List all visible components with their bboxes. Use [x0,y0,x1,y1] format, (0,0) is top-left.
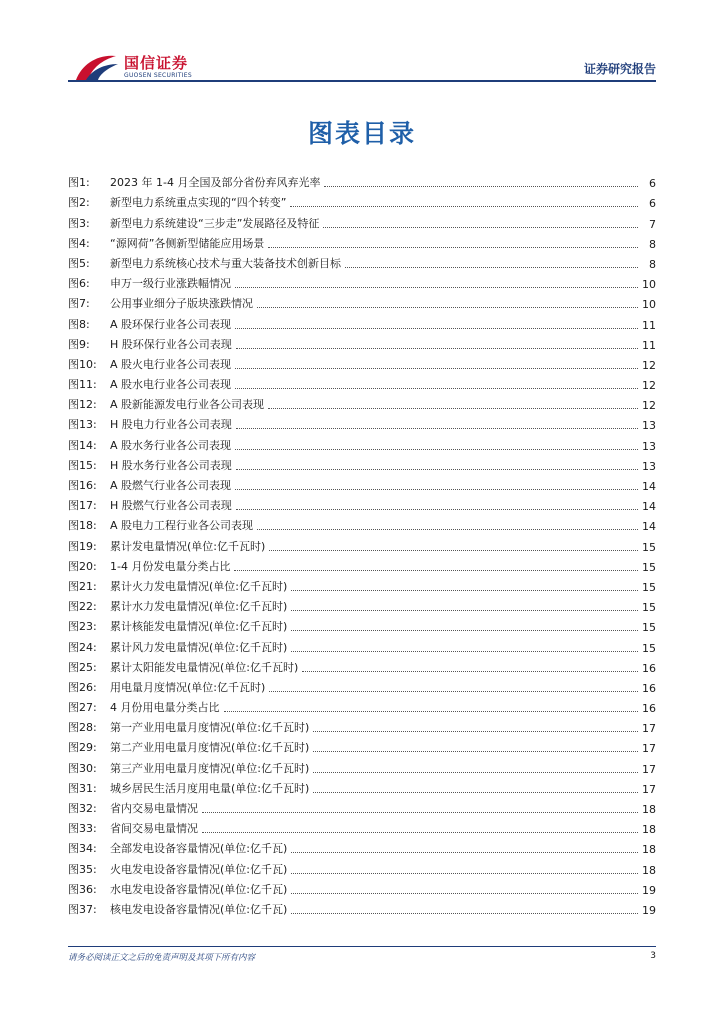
toc-entry-label: 图4: [68,236,90,250]
toc-entry-label: 图32: [68,802,97,815]
toc-entry[interactable] [68,453,656,473]
toc-entry-title: 第一产业用电量月度情况(单位:亿千瓦时) [110,721,310,735]
toc-entry-label: 图33: [68,822,97,836]
toc-entry[interactable] [68,210,656,230]
toc-entry[interactable] [68,332,656,352]
toc-dot-leader [235,286,638,288]
toc-entry-label: 图28: [68,721,97,735]
toc-entry-title: 累计太阳能发电量情况(单位:亿千瓦时) [110,660,299,674]
page-title: 图表目录 [307,119,416,148]
figure-list [68,170,656,917]
toc-dot-leader [269,690,638,692]
toc-entry-label: 图1: [68,176,90,190]
footer-disclaimer: 请务必阅读正文之后的免责声明及其项下所有内容 [68,953,256,963]
toc-entry-page: 15 [642,580,656,594]
toc-entry-title: 第三产业用电量月度情况(单位:亿千瓦时) [110,761,310,775]
toc-entry-page: 14 [642,500,656,514]
toc-entry-label: 图6: [68,277,90,291]
toc-entry-title: A 股环保行业各公司表现 [110,317,232,331]
toc-dot-leader [323,226,638,228]
toc-entry-label: 图12: [68,398,97,412]
toc-entry[interactable] [68,513,656,533]
toc-entry-title: 新型电力系统建设“三步走”发展路径及特征 [110,216,320,230]
toc-entry-title: 新型电力系统重点实现的“四个转变” [110,196,287,210]
toc-dot-leader [269,549,638,551]
toc-entry-page: 12 [642,379,656,393]
toc-entry[interactable] [68,755,656,775]
toc-entry-title: 核电发电设备容量情况(单位:亿千瓦) [110,902,288,916]
toc-entry[interactable] [68,614,656,634]
toc-entry-page: 18 [642,843,656,857]
toc-entry-page: 11 [642,338,656,352]
toc-entry-title: 新型电力系统核心技术与重大装备技术创新目标 [110,256,341,270]
toc-dot-leader [236,347,638,349]
toc-entry[interactable] [68,311,656,331]
toc-entry-title: 用电量月度情况(单位:亿千瓦时) [110,680,266,694]
toc-entry[interactable] [68,251,656,271]
toc-entry-label: 图13: [68,418,97,432]
toc-entry[interactable] [68,493,656,513]
toc-dot-leader [291,912,638,914]
toc-entry-page: 13 [642,439,656,453]
toc-entry-title: 公用事业细分子版块涨跌情况 [110,297,253,311]
toc-entry-label: 图18: [68,519,97,533]
toc-entry[interactable] [68,412,656,432]
toc-entry-page: 16 [642,702,656,716]
toc-dot-leader [235,327,638,329]
toc-entry-page: 17 [642,742,656,756]
toc-entry-page: 16 [642,661,656,675]
toc-entry-title: A 股燃气行业各公司表现 [110,479,232,492]
toc-entry-page: 10 [642,278,656,292]
toc-entry-title: 4 月份用电量分类占比 [110,701,220,715]
toc-entry-title: A 股电力工程行业各公司表现 [110,519,254,533]
toc-entry-page: 15 [642,621,656,635]
guosen-logo-icon [72,50,120,84]
toc-entry-page: 14 [642,480,656,493]
toc-dot-leader [235,367,638,369]
toc-entry-title: 累计发电量情况(单位:亿千瓦时) [110,539,266,553]
toc-entry-title: 第二产业用电量月度情况(单位:亿千瓦时) [110,741,310,755]
toc-entry-title: 省间交易电量情况 [110,822,198,836]
footer-divider [68,946,656,947]
toc-entry-page: 15 [642,601,656,615]
toc-entry-page: 15 [642,540,656,554]
toc-entry[interactable] [68,715,656,735]
toc-dot-leader [345,266,638,268]
toc-entry-page: 19 [642,883,656,897]
toc-entry-label: 图29: [68,741,97,755]
toc-entry-label: 图14: [68,438,97,452]
toc-entry-page: 13 [642,419,656,433]
toc-entry-label: 图31: [68,781,97,795]
toc-entry-title: 省内交易电量情况 [110,802,198,815]
toc-entry-title: A 股火电行业各公司表现 [110,357,232,371]
toc-entry[interactable] [68,533,656,553]
toc-entry-page: 18 [642,863,656,877]
toc-entry-title: “源网荷”各侧新型储能应用场景 [110,236,265,250]
toc-entry[interactable] [68,231,656,251]
toc-entry[interactable] [68,170,656,190]
toc-entry-label: 图10: [68,357,97,371]
toc-dot-leader [202,831,638,833]
toc-dot-leader [224,710,639,712]
toc-dot-leader [313,730,638,732]
toc-entry-label: 图27: [68,701,97,715]
toc-entry[interactable] [68,877,656,897]
toc-dot-leader [302,670,638,672]
toc-entry[interactable] [68,695,656,715]
toc-entry-page: 16 [642,681,656,695]
toc-entry-title: 累计火力发电量情况(单位:亿千瓦时) [110,579,288,593]
toc-entry-label: 图23: [68,620,97,634]
toc-entry[interactable] [68,291,656,311]
toc-dot-leader [236,508,638,510]
toc-entry-label: 图19: [68,539,97,553]
toc-entry[interactable] [68,675,656,695]
toc-entry-title: 申万一级行业涨跌幅情况 [110,277,231,291]
toc-entry[interactable] [68,796,656,816]
toc-entry-title: 火电发电设备容量情况(单位:亿千瓦) [110,862,288,876]
toc-entry-page: 18 [642,823,656,837]
toc-entry-title: A 股新能源发电行业各公司表现 [110,398,265,412]
toc-dot-leader [291,650,638,652]
toc-dot-leader [313,771,638,773]
toc-entry[interactable] [68,836,656,856]
toc-dot-leader [236,427,638,429]
toc-entry[interactable] [68,554,656,574]
toc-entry-title: 累计水力发电量情况(单位:亿千瓦时) [110,600,288,614]
toc-entry-page: 17 [642,722,656,736]
toc-entry[interactable] [68,352,656,372]
toc-dot-leader [313,791,638,793]
page-header [0,0,724,90]
toc-entry-title: A 股水务行业各公司表现 [110,438,232,452]
toc-entry[interactable] [68,897,656,917]
toc-entry-page: 6 [649,177,656,191]
toc-entry-page: 12 [642,399,656,413]
toc-dot-leader [290,205,638,207]
toc-dot-leader [234,569,638,571]
toc-entry-label: 图8: [68,317,90,331]
toc-entry[interactable] [68,372,656,392]
toc-entry-label: 图3: [68,216,90,230]
toc-entry-label: 图15: [68,458,97,472]
logo-en-text: GUOSEN SECURITIES [124,72,193,79]
toc-entry-title: H 股燃气行业各公司表现 [110,499,232,513]
toc-entry-label: 图30: [68,761,97,775]
toc-dot-leader [291,892,638,894]
toc-entry-title: 累计核能发电量情况(单位:亿千瓦时) [110,620,288,634]
toc-entry[interactable] [68,190,656,210]
toc-entry-label: 图25: [68,660,97,674]
toc-entry-page: 19 [642,903,656,917]
toc-entry-label: 图7: [68,297,90,311]
toc-dot-leader [324,185,638,187]
toc-entry-label: 图17: [68,499,97,513]
toc-entry-page: 10 [642,298,656,312]
toc-entry-title: H 股电力行业各公司表现 [110,418,232,432]
toc-entry[interactable] [68,392,656,412]
toc-entry-page: 12 [642,358,656,372]
toc-entry-label: 图21: [68,579,97,593]
toc-entry[interactable] [68,816,656,836]
toc-dot-leader [257,306,638,308]
toc-entry-label: 图22: [68,600,97,614]
toc-entry-label: 图37: [68,902,97,916]
toc-dot-leader [291,872,638,874]
toc-entry-label: 图2: [68,196,90,210]
toc-entry-label: 图35: [68,862,97,876]
toc-entry-label: 图9: [68,337,90,351]
toc-entry-label: 图26: [68,680,97,694]
toc-entry[interactable] [68,634,656,654]
toc-entry-page: 15 [642,560,656,574]
toc-entry-page: 8 [649,257,656,271]
toc-entry-page: 17 [642,782,656,796]
logo-cn-text: 国信证券 [124,54,189,72]
toc-dot-leader [236,468,638,470]
toc-entry[interactable] [68,574,656,594]
toc-entry-page: 15 [642,641,656,655]
toc-entry-page: 6 [649,197,656,211]
toc-entry[interactable] [68,271,656,291]
toc-entry-page: 11 [642,318,656,332]
toc-entry-title: H 股水务行业各公司表现 [110,458,232,472]
report-type-label: 证券研究报告 [583,62,656,76]
toc-entry-label: 图36: [68,882,97,896]
toc-entry[interactable] [68,432,656,452]
toc-entry-title: 1-4 月份发电量分类占比 [110,559,231,573]
toc-dot-leader [257,528,638,530]
toc-dot-leader [268,246,638,248]
toc-entry[interactable] [68,594,656,614]
header-divider [68,80,656,82]
toc-entry[interactable] [68,473,656,493]
toc-entry-label: 图24: [68,640,97,654]
toc-dot-leader [235,387,638,389]
toc-entry-title: 累计风力发电量情况(单位:亿千瓦时) [110,640,288,654]
toc-dot-leader [313,750,638,752]
toc-entry-page: 13 [642,459,656,473]
toc-entry-title: 全部发电设备容量情况(单位:亿千瓦) [110,842,288,856]
toc-entry-page: 18 [642,803,656,816]
toc-entry-label: 图16: [68,479,97,492]
toc-dot-leader [291,851,638,853]
toc-entry-title: H 股环保行业各公司表现 [110,337,232,351]
toc-entry-title: 城乡居民生活月度用电量(单位:亿千瓦时) [110,781,310,795]
toc-entry-page: 8 [649,237,656,251]
toc-entry-label: 图20: [68,559,97,573]
toc-entry-label: 图34: [68,842,97,856]
toc-entry-title: A 股水电行业各公司表现 [110,378,232,392]
page-number: 3 [650,951,656,961]
toc-dot-leader [291,609,638,611]
toc-entry[interactable] [68,856,656,876]
toc-entry[interactable] [68,735,656,755]
toc-entry-label: 图5: [68,256,90,270]
toc-dot-leader [268,407,638,409]
toc-dot-leader [291,629,638,631]
toc-dot-leader [202,811,638,813]
toc-entry[interactable] [68,776,656,796]
toc-entry[interactable] [68,655,656,675]
toc-entry-title: 2023 年 1-4 月全国及部分省份弃风弃光率 [110,176,321,190]
guosen-logo [72,50,198,84]
toc-entry-title: 水电发电设备容量情况(单位:亿千瓦) [110,882,288,896]
toc-entry-page: 14 [642,520,656,534]
toc-entry-label: 图11: [68,378,97,392]
toc-dot-leader [291,589,638,591]
toc-entry-page: 17 [642,762,656,776]
toc-dot-leader [235,448,638,450]
toc-entry-page: 7 [649,217,656,231]
toc-dot-leader [235,488,638,490]
